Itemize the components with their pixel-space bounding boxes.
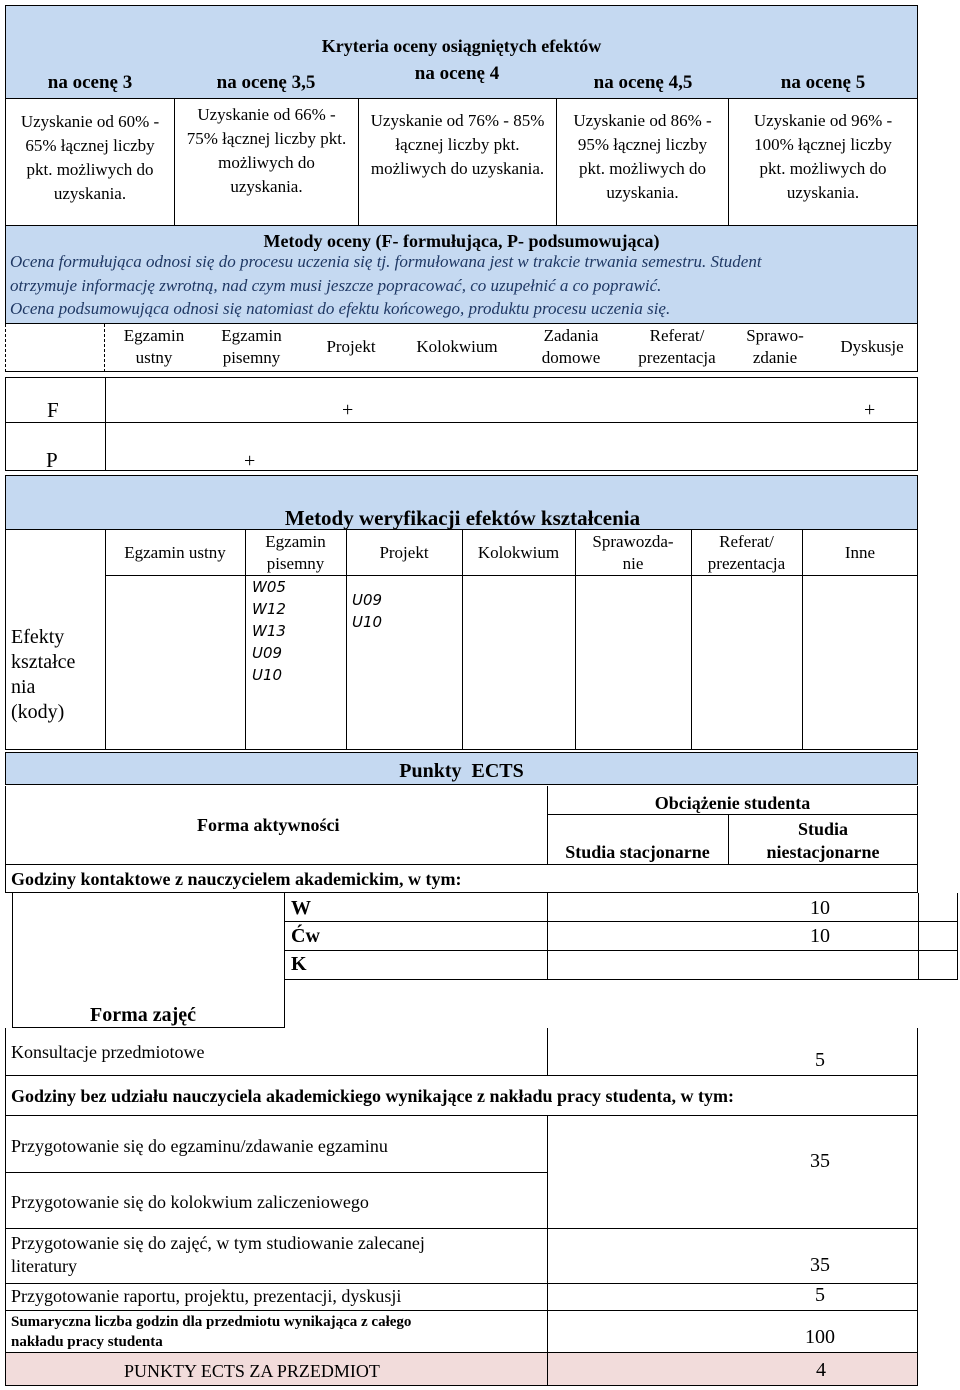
studia-niestacjonarne: Studia niestacjonarne <box>766 819 880 862</box>
verif-col-projekt: Projekt <box>379 543 429 562</box>
row-p <box>5 423 918 471</box>
verification-title: Metody weryfikacji efektów kształcenia <box>284 506 641 530</box>
verif-row-label: Efekty kształce nia (kody) <box>11 626 76 723</box>
forma-aktywnosci: Forma aktywności <box>197 815 340 835</box>
prep-exam-label: Przygotowanie się do egzaminu/zdawanie egzaminu <box>11 1136 388 1156</box>
method-col-ustny: Egzamin ustny <box>123 326 185 367</box>
form-cw-value: 10 <box>810 925 830 947</box>
method-col-sprawozdanie: Sprawo- zdanie <box>746 326 804 367</box>
criteria-title: Kryteria oceny osiągniętych efektów <box>321 36 602 56</box>
ects-title: Punkty ECTS <box>399 760 524 782</box>
points-value: 4 <box>816 1359 826 1381</box>
prep-classes-label: Przygotowanie się do zajęć, w tym studiowanie zalecanej literatury <box>11 1233 425 1276</box>
method-col-dyskusje: Dyskusje <box>840 337 904 356</box>
form-w-label: W <box>291 897 311 919</box>
desc-grade-3: Uzyskanie od 60% - 65% łącznej liczby pkt. możliwych do uzyskania. <box>20 112 160 203</box>
grade-3: na ocenę 3 <box>47 72 133 93</box>
desc-grade-4-5: Uzyskanie od 86% - 95% łącznej liczby pkt. możliwych do uzyskania. <box>573 111 712 202</box>
prep-classes-value: 35 <box>810 1254 830 1276</box>
forma-zajec-label: Forma zajęć <box>90 1004 197 1026</box>
grade-5: na ocenę 5 <box>780 72 866 93</box>
verif-col-kolokwium: Kolokwium <box>477 543 560 562</box>
methods-line-3: Ocena podsumowująca odnosi się natomiast do efektu końcowego, produktu procesu uczenia się. <box>10 299 671 318</box>
total-value: 100 <box>805 1326 835 1348</box>
grade-4-5: na ocenę 4,5 <box>593 72 693 93</box>
methods-line-1: Ocena formułująca odnosi się do procesu uczenia się tj. formułowana jest w trakcie trwania semestru. Student <box>10 252 762 271</box>
verif-projekt-codes: U09 U10 <box>352 591 383 631</box>
no-teacher-header: Godziny bez udziału nauczyciela akademickiego wynikające z nakładu pracy studenta, w tym: <box>11 1086 735 1106</box>
methods-title: Metody oceny (F- formułująca, P- podsumowująca) <box>263 231 660 251</box>
grade-4: na ocenę 4 <box>414 63 500 84</box>
grade-3-5: na ocenę 3,5 <box>216 72 316 93</box>
desc-grade-3-5: Uzyskanie od 66% - 75% łącznej liczby pkt. możliwych do uzyskania. <box>186 105 347 196</box>
verif-col-pisemny: Egzamin pisemny <box>265 532 326 573</box>
row-f-mark-projekt: + <box>342 399 354 421</box>
desc-grade-5: Uzyskanie od 96% - 100% łącznej liczby pkt. możliwych do uzyskania. <box>753 111 893 202</box>
total-label: Sumaryczna liczba godzin dla przedmiotu wynikająca z całego nakładu pracy studenta <box>11 1314 412 1350</box>
form-k-row <box>285 951 958 980</box>
row-f-label: F <box>47 398 59 422</box>
form-k-label: K <box>291 953 307 975</box>
prep-report-value: 5 <box>815 1284 825 1306</box>
method-col-kolokwium: Kolokwium <box>416 337 498 356</box>
method-col-projekt: Projekt <box>326 337 376 356</box>
studia-stacjonarne: Studia stacjonarne <box>565 842 710 862</box>
verif-pisemny-codes: W05 W12 W13 U09 U10 <box>252 578 286 684</box>
prep-colloq-label: Przygotowanie się do kolokwium zaliczeniowego <box>11 1192 369 1212</box>
methods-line-2: otrzymuje informację zwrotną, nad czym musi jeszcze popracować, co uzupełnić a co poprawić. <box>10 276 662 295</box>
method-col-referat: Referat/ prezentacja <box>638 326 716 367</box>
verif-col-inne: Inne <box>844 543 876 562</box>
form-cw-label: Ćw <box>291 925 320 947</box>
form-cw-row <box>285 922 958 951</box>
row-p-label: P <box>46 448 58 472</box>
method-col-zadania: Zadania domowe <box>541 326 601 367</box>
verif-col-sprawozdanie: Sprawozda- nie <box>592 532 674 573</box>
verif-col-referat: Referat/ prezentacja <box>707 532 786 573</box>
prep-report-label: Przygotowanie raportu, projektu, prezentacji, dyskusji <box>11 1286 402 1306</box>
verif-col-ustny: Egzamin ustny <box>124 543 226 562</box>
prep-exam-value: 35 <box>810 1150 830 1172</box>
desc-grade-4: Uzyskanie od 76% - 85% łącznej liczby pkt. możliwych do uzyskania. <box>370 111 545 178</box>
form-w-value: 10 <box>810 897 830 919</box>
form-w-row <box>285 893 958 922</box>
method-col-pisemny: Egzamin pisemny <box>221 326 282 367</box>
obciazenie-studenta: Obciążenie studenta <box>654 793 811 813</box>
contact-hours-header: Godziny kontaktowe z nauczycielem akademickim, w tym: <box>11 869 462 889</box>
row-f <box>5 377 918 423</box>
konsultacje-label: Konsultacje przedmiotowe <box>11 1042 205 1062</box>
row-p-mark-ustny: + <box>244 450 256 472</box>
points-label: PUNKTY ECTS ZA PRZEDMIOT <box>124 1361 380 1381</box>
konsultacje-value: 5 <box>815 1049 825 1071</box>
row-f-mark-dyskusje: + <box>864 399 876 421</box>
